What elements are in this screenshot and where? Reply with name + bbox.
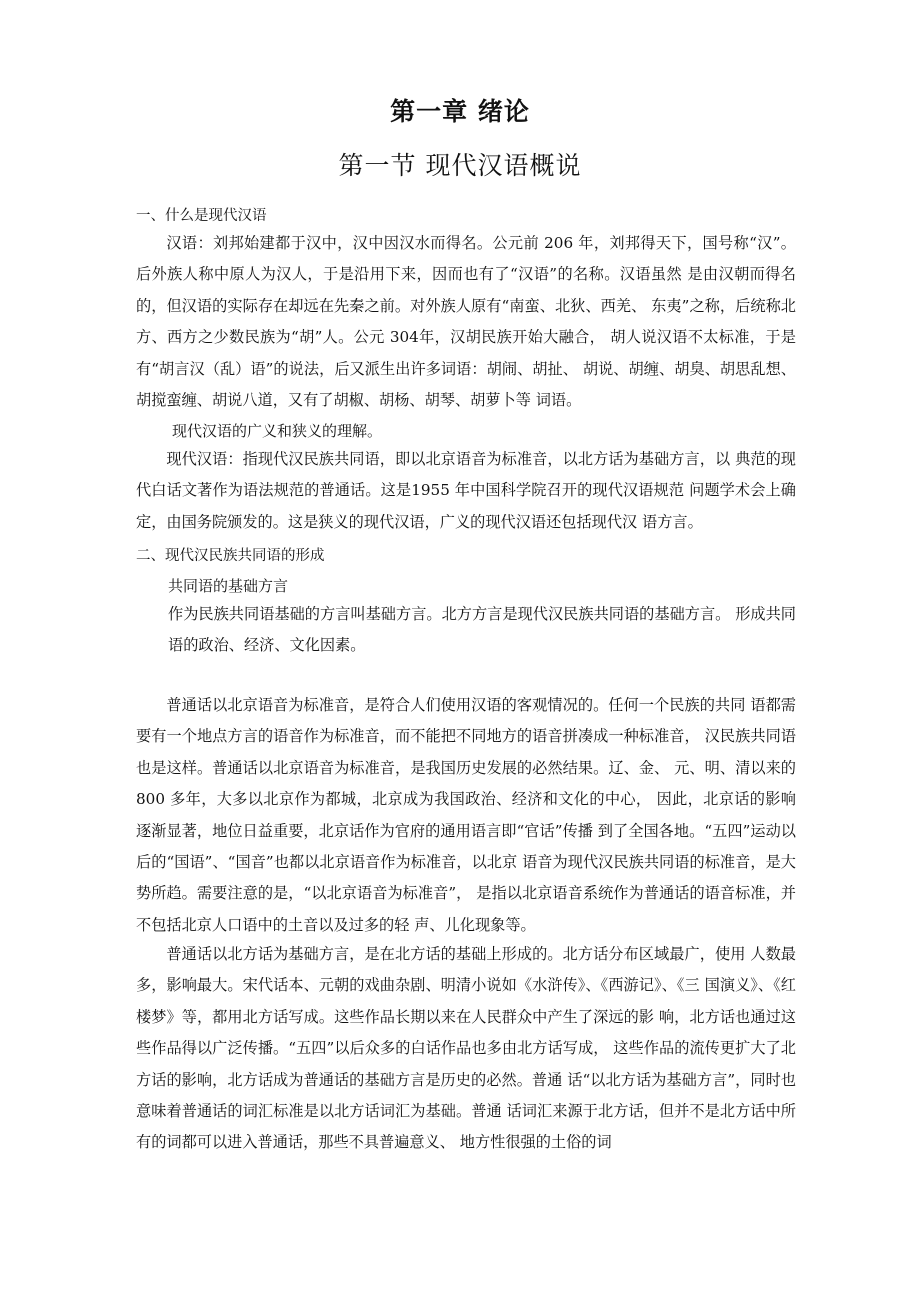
heading-formation: 二、现代汉民族共同语的形成 bbox=[136, 548, 325, 564]
paragraph-standard-pronunciation: 普通话以北京语音为标准音，是符合人们使用汉语的客观情况的。任何一个民族的共同 语都需要有一个地点方言的语音作为标准音，而不能把不同地方的语音拼凑成一种标准音， 汉民族共同语也是这样。普通话以北京语音为标准音，是我国历史发展的必然结果。辽、金、 元、明、清以来的800 多年，大多以北京作为都城，北京成为我国政治、经济和文化的中心， 因此，北京话的影响逐渐显著，地位日益重要，北京话作为官府的通用语言即“官话”传播 到了全国各地。“五四”运动以后的“国语”、“国音”也都以北京语音作为标准音，以北京 语音为现代汉民族共同语的标准音，是大势所趋。需要注意的是，“以北京语音为标准音”， 是指以北京语音系统作为普通话的语音标准，并不包括北京人口语中的土音以及过多的轻 声、儿化现象等。 bbox=[136, 696, 796, 934]
paragraph-definition: 现代汉语：指现代汉民族共同语，即以北京语音为标准音，以北方话为基础方言，以 典范的现代白话文著作为语法规范的普通话。这是1955 年中国科学院召开的现代汉语规范 问题学术会上确定，由国务院颁发的。这是狭义的现代汉语，广义的现代汉语还包括现代汉 语方言。 bbox=[136, 450, 796, 531]
heading-what-is-modern-chinese: 一、什么是现代汉语 bbox=[136, 208, 267, 224]
line-broad-narrow: 现代汉语的广义和狭义的理解。 bbox=[172, 422, 383, 440]
paragraph-northern-dialect: 普通话以北方话为基础方言，是在北方话的基础上形成的。北方话分布区域最广，使用 人数最多，影响最大。宋代话本、元朝的戏曲杂剧、明清小说如《水浒传》、《西游记》、《三 国演义》、《红楼梦》等，都用北方话写成。这些作品长期以来在人民群众中产生了深远的影 响，北方话也通过这些作品得以广泛传播。“五四”以后众多的白话作品也多由北方话写成， 这些作品的流传更扩大了北方话的影响，北方话成为普通话的基础方言是历史的必然。普通 话“以北方话为基础方言”，同时也意味着普通话的词汇标准是以北方话词汇为基础。普通 话词汇来源于北方话，但并不是北方话中所有的词都可以进入普通话，那些不具普遍意义、 地方性很强的土俗的词 bbox=[136, 945, 796, 1152]
section-title: 第一节 现代汉语概说 bbox=[338, 151, 582, 180]
chapter-title: 第一章 绪论 bbox=[390, 97, 530, 126]
paragraph-basic-dialect: 作为民族共同语基础的方言叫基础方言。北方方言是现代汉民族共同语的基础方言。 形成共同语的政治、经济、文化因素。 bbox=[168, 605, 796, 655]
line-basic-dialect: 共同语的基础方言 bbox=[168, 577, 289, 595]
paragraph-origin-of-hanyu: 汉语：刘邦始建都于汉中，汉中因汉水而得名。公元前 206 年，刘邦得天下，国号称“汉”。后外族人称中原人为汉人，于是沿用下来，因而也有了“汉语”的名称。汉语虽然 是由汉朝而得名的，但汉语的实际存在却远在先秦之前。对外族人原有“南蛮、北狄、西羌、 东夷”之称，后统称北方、西方之少数民族为“胡”人。公元 304年，汉胡民族开始大融合， 胡人说汉语不太标准，于是有“胡言汉（乱）语”的说法，后又派生出许多词语：胡闹、胡扯、 胡说、胡缠、胡臭、胡思乱想、胡搅蛮缠、胡说八道，又有了胡椒、胡杨、胡琴、胡萝卜等 词语。 bbox=[136, 234, 796, 410]
